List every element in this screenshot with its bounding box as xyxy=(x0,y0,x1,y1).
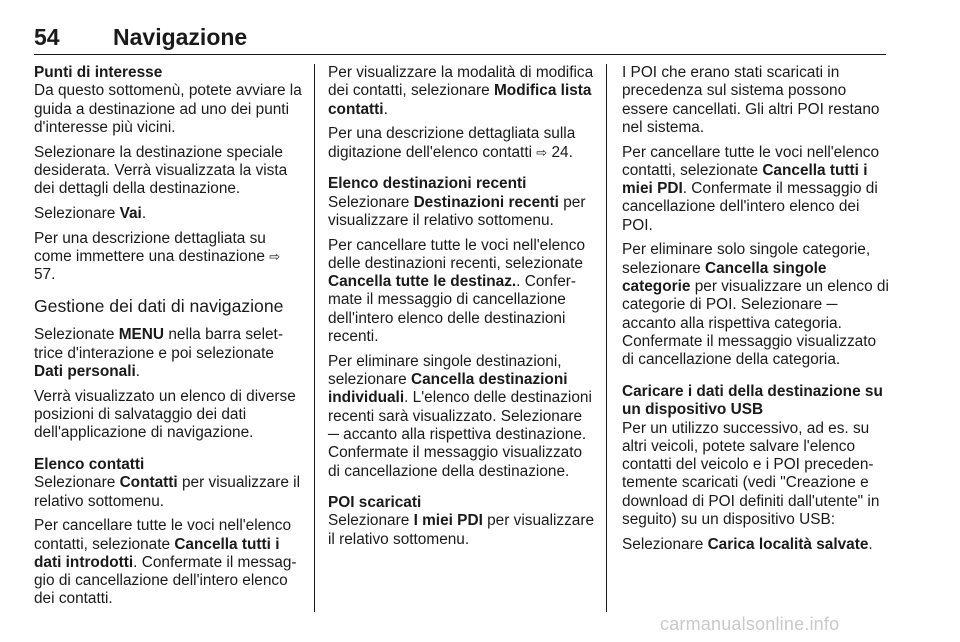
text: Selezionare xyxy=(622,535,708,553)
text: Per cancellare tutte le voci nell'elenco contatti, selezionate xyxy=(34,517,292,553)
menu-term: Dati personali xyxy=(34,363,136,381)
page-reference: 57 xyxy=(34,266,52,284)
subheading-elenco-contatti: Elenco contatti xyxy=(34,456,145,473)
menu-term: Modifica lista contatti xyxy=(328,82,592,118)
page-reference-arrow-icon: ⇨ xyxy=(536,144,548,160)
menu-term: Cancella tutti i miei PDI xyxy=(622,161,868,198)
text: per visualizzare un elenco di categorie di POI. Selezionare ─ accanto alla rispettiva categoria. Confermate il messaggio visualizzato di cancellazione della categoria. xyxy=(622,278,889,369)
text: . xyxy=(135,363,141,381)
page-number: 54 xyxy=(34,24,60,50)
subheading-punti-di-interesse: Punti di interesse xyxy=(34,64,163,81)
subheading-caricare-dati-usb: Caricare i dati della destinazione su un dispositivo USB xyxy=(622,382,883,419)
text: . Confermate il messaggio di cancellazione dell'intero elenco delle destinazioni recenti. xyxy=(328,273,577,346)
text: Selezionare xyxy=(328,512,414,530)
paragraph xyxy=(34,230,302,285)
chapter-title: Navigazione xyxy=(113,24,248,50)
header-rule xyxy=(34,54,886,55)
watermark: carmanualsonline.info xyxy=(660,614,840,634)
subheading-poi-scaricati: POI scaricati xyxy=(328,494,422,512)
menu-term: Cancella tutti i dati introdotti xyxy=(34,535,280,571)
paragraph xyxy=(328,125,596,162)
menu-term: Carica località salvate xyxy=(707,535,869,553)
text: . xyxy=(868,535,873,553)
text: Selezionare xyxy=(34,474,120,492)
text: Selezionate xyxy=(34,326,119,344)
paragraph xyxy=(34,517,302,608)
text: nella barra selettrice d'interazione e poi selezionate xyxy=(34,326,283,362)
text: Selezionare xyxy=(34,204,120,222)
menu-term: Cancella tutte le destinaz. xyxy=(328,273,517,291)
page-reference-arrow-icon: ⇨ xyxy=(269,248,281,264)
paragraph: Verrà visualizzato un elenco di diverse posizioni di salvataggio dei dati dell'applicazione di navigazione. xyxy=(34,387,296,442)
paragraph xyxy=(622,144,892,235)
paragraph xyxy=(34,474,302,511)
text: . xyxy=(51,266,56,284)
text: Per una descrizione dettagliata su come immettere una destinazione xyxy=(34,229,270,265)
text: . xyxy=(383,100,388,118)
paragraph xyxy=(622,536,892,554)
menu-term: I miei PDI xyxy=(413,512,483,530)
menu-term: Contatti xyxy=(119,474,178,492)
paragraph xyxy=(622,241,892,369)
menu-term: Cancella destinazioni individuali xyxy=(328,371,568,407)
text: Per visualizzare la modalità di modifica dei contatti, selezionare xyxy=(328,64,594,100)
column-3 xyxy=(622,64,892,560)
section-heading: Gestione dei dati di navigazione xyxy=(34,296,284,317)
text: per visualizzare il relativo sottomenu. xyxy=(328,193,586,229)
paragraph: Per un utilizzo successivo, ad es. su altri veicoli, potete salvare l'elenco contatti del veicolo e i POI precedentemente scaricati (vedi "Creazione e download di POI definiti dall'utente" in seguito) su un dispositivo USB: xyxy=(622,419,880,528)
subheading-elenco-destinazioni-recenti: Elenco destinazioni recenti xyxy=(328,175,527,193)
text: . xyxy=(568,143,573,161)
text: Selezionare xyxy=(328,193,414,211)
text: per visualizzare il relativo sottomenu. xyxy=(328,512,595,548)
paragraph: I POI che erano stati scaricati in precedenza sul sistema possono essere cancellati. Gli altri POI restano nel sistema. xyxy=(622,64,880,136)
paragraph xyxy=(328,194,596,231)
menu-term: MENU xyxy=(118,326,165,344)
text: Per cancellare tutte le voci nell'elenco delle destinazioni recenti, selezionate xyxy=(328,236,586,272)
paragraph xyxy=(328,512,596,549)
column-2 xyxy=(328,64,596,555)
menu-term: Destinazioni recenti xyxy=(413,193,559,211)
menu-term: Cancella singole categorie xyxy=(622,259,827,296)
paragraph xyxy=(34,205,302,223)
text: Per cancellare tutte le voci nell'elenco contatti, selezionate xyxy=(622,143,880,179)
paragraph: Selezionare la destinazione speciale desiderata. Verrà visualizzata la vista dei dettagli della destinazione. xyxy=(34,143,288,198)
paragraph xyxy=(328,64,596,119)
page-header xyxy=(34,24,886,54)
text: per visualizzare il relativo sottomenu. xyxy=(34,474,301,510)
paragraph xyxy=(328,237,596,347)
paragraph xyxy=(328,353,596,481)
text: . L'elenco delle destinazioni recenti sarà visualizzato. Selezionare ─ accanto alla rispettiva destinazione. Confermate il messaggio visualizzato di cancellazione della destinazione. xyxy=(328,389,592,480)
paragraph xyxy=(34,326,302,381)
text: Per eliminare solo singole categorie, selezionare xyxy=(622,241,871,277)
text: Per eliminare singole destinazioni, selezionare xyxy=(328,352,562,389)
text: . Confermate il messaggio di cancellazione dell'intero elenco dei contatti. xyxy=(34,553,297,608)
text: . xyxy=(141,204,147,222)
text: . Confermate il messaggio di cancellazione dell'intero elenco dei POI. xyxy=(622,180,878,234)
menu-term-vai: Vai xyxy=(119,204,142,222)
column-divider xyxy=(314,64,315,612)
text: Per una descrizione dettagliata sulla digitazione dell'elenco contatti xyxy=(328,125,576,161)
paragraph: Da questo sottomenù, potete avviare la guida a destinazione ad uno dei punti d'interesse più vicini. xyxy=(34,82,302,136)
column-1 xyxy=(34,64,302,615)
column-divider xyxy=(606,64,607,612)
page-reference: 24 xyxy=(551,143,569,161)
